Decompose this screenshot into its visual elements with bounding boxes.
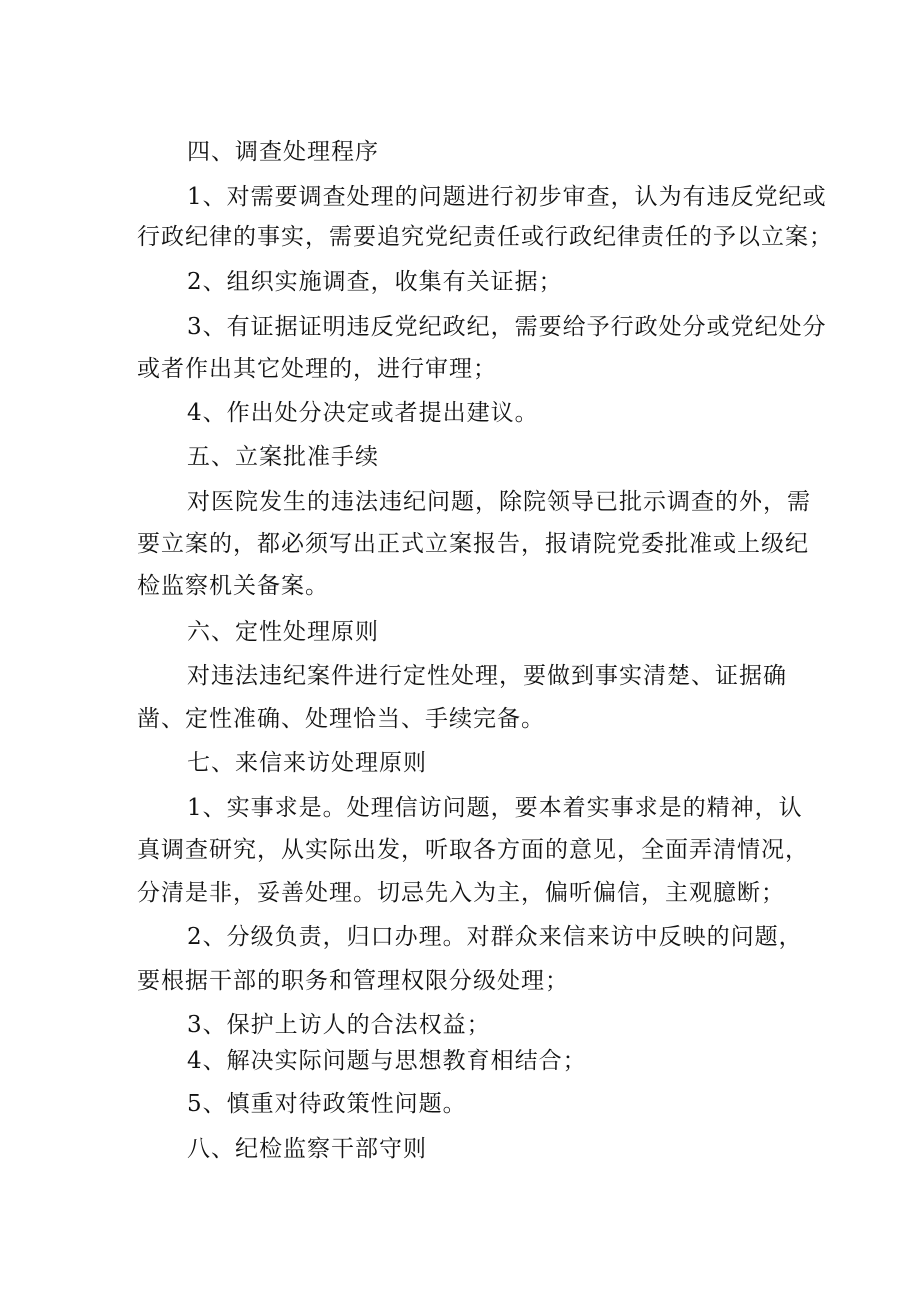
paragraph-line: 2、分级负责，归口办理。对群众来信来访中反映的问题， [187,924,803,950]
paragraph-line: 或者作出其它处理的，进行审理； [137,356,497,382]
heading-section-8: 八、纪检监察干部守则 [187,1136,427,1162]
paragraph-line: 真调查研究，从实际出发，听取各方面的意见，全面弄清情况， [137,837,809,863]
paragraph-line: 对违法违纪案件进行定性处理，要做到事实清楚、证据确 [187,663,787,689]
paragraph-line: 要根据干部的职务和管理权限分级处理； [137,968,569,994]
paragraph-line: 4、作出处分决定或者提出建议。 [187,400,539,426]
paragraph-line: 4、解决实际问题与思想教育相结合； [187,1048,587,1074]
paragraph-line: 2、组织实施调查，收集有关证据； [187,269,563,295]
heading-section-4: 四、调查处理程序 [187,139,379,165]
paragraph-line: 3、有证据证明违反党纪政纪，需要给予行政处分或党纪处分 [187,314,827,340]
paragraph-line: 检监察机关备案。 [137,573,329,599]
heading-section-5: 五、立案批准手续 [187,444,379,470]
paragraph-line: 5、慎重对待政策性问题。 [187,1091,467,1117]
paragraph-line: 要立案的，都必须写出正式立案报告，报请院党委批准或上级纪 [137,531,809,557]
heading-section-6: 六、定性处理原则 [187,619,379,645]
heading-section-7: 七、来信来访处理原则 [187,750,427,776]
paragraph-line: 行政纪律的事实，需要追究党纪责任或行政纪律责任的予以立案； [137,224,833,250]
paragraph-line: 3、保护上访人的合法权益； [187,1012,491,1038]
paragraph-line: 凿、定性准确、处理恰当、手续完备。 [137,706,545,732]
paragraph-line: 分清是非，妥善处理。切忌先入为主，偏听偏信，主观臆断； [137,880,785,906]
paragraph-line: 1、实事求是。处理信访问题，要本着实事求是的精神，认 [187,795,803,821]
paragraph-line: 1、对需要调查处理的问题进行初步审查，认为有违反党纪或 [187,184,827,210]
paragraph-line: 对医院发生的违法违纪问题，除院领导已批示调查的外，需 [187,489,811,515]
